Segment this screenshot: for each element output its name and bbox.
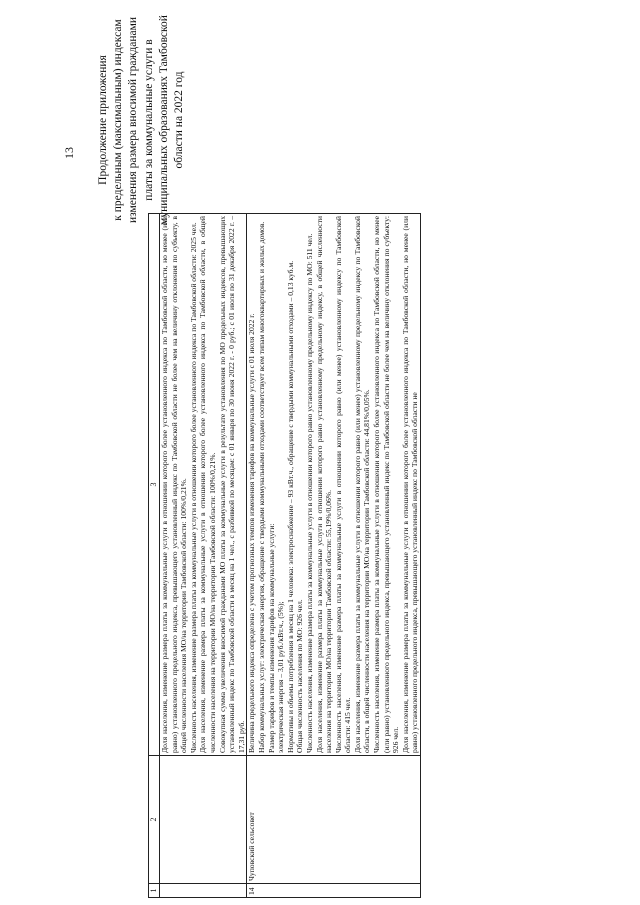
paragraph: Набор коммунальных услуг: электрическая энергия, обращение с твердыми коммунальными отходами соответствует всем типам многоквартирных и жилых домов. xyxy=(256,221,266,753)
row-number-cell: 14 xyxy=(247,884,421,898)
paragraph: Нормативы и объемы потребления в месяц на 1 человека: электроснабжение – 93 кВт.ч., обращение с твердыми коммунальными отходами – 0,13 куб.м. xyxy=(285,260,295,753)
paragraph: Размер тарифов и темпы изменения тарифов на коммунальные услуги: xyxy=(266,523,276,753)
paragraph: Доля населения, изменение размера платы за коммунальные услуги в отношении которого более установленного индекса по Тамбовской области, но менее (или равно) установленного предельного индекса, превышающего установленный индекс по Тамбовской области не xyxy=(400,216,420,753)
paragraph: Доля населения, изменение размера платы за коммунальные услуги в отношении которого более установленного индекса по Тамбовской области, в общей численности населения на территории МО/на территории Тамбовской области: 100%/0,21%. xyxy=(198,216,217,753)
paragraph: Общая численность населения по МО: 926 чел. xyxy=(295,599,305,753)
row-number-cell xyxy=(160,884,247,898)
column-header: 2 xyxy=(149,756,160,884)
municipality-cell xyxy=(160,756,247,884)
municipality-cell xyxy=(247,756,421,884)
heading-line: области на 2022 год xyxy=(172,71,185,169)
description-cell xyxy=(247,214,421,756)
indices-table xyxy=(148,213,421,898)
column-header: 3 xyxy=(149,214,160,756)
table-header-row xyxy=(149,214,160,898)
paragraph: Совокупная сумма увеличения вносимой гражданами МО платы за коммунальные услуги в результате установления по МО предельных индексов, превышающих установленный индекс по Тамбовской области в месяц на 1 чел., с разбивкой по месяцам: с 01 января по 30 июня 2022 г. - 0 руб.; с 01 июля по 31 декабря 2022 г. – 17,31 руб. xyxy=(217,216,246,753)
heading-line: к предельным (максимальным) индексам xyxy=(112,19,125,221)
column-header: 1 xyxy=(149,884,160,898)
heading-line: изменения размера вносимой гражданами xyxy=(127,16,140,224)
paragraph: Величина предельного индекса определена с учетом прогнозных темпов изменения тарифов на коммунальные услуги с 01 июля 2022 г. xyxy=(247,313,257,753)
heading-line: платы за коммунальные услуги в xyxy=(142,39,155,201)
heading-line: Продолжение приложения xyxy=(97,55,109,185)
paragraph: Численность населения, изменение размера платы за коммунальные услуги в отношении которого более установленного индекса по Тамбовской области: 2025 чел. xyxy=(188,222,198,753)
table-row xyxy=(160,214,247,898)
table-row xyxy=(247,214,421,898)
paragraph: Доля населения, изменение размера платы за коммунальные услуги в отношении которого более установленного индекса по Тамбовской области, но менее (или равно) установленного предельного индекса, превышающего установленный индекс по Тамбовской области не более чем на величину отклонения по субъекту, в общей численности населения МО/на территории Тамбовской области: 100%/0,21%. xyxy=(160,216,189,753)
paragraph: Доля населения, изменение размера платы за коммунальные услуги в отношении которого равно (или менее) установленному предельному индексу по Тамбовской области, в общей численности населения на территории МО/на территории Тамбовской области: 44,81%/0,05%. xyxy=(352,216,372,753)
paragraph: Численность населения, изменение размера платы за коммунальные услуги в отношении которого равно установленному предельному индексу по МО: 511 чел. xyxy=(304,233,314,753)
page-number: 13 xyxy=(62,147,76,159)
paragraph: Численность населения, изменение размера платы за коммунальные услуги в отношении которого более установленного индекса по Тамбовской области, но менее (или равно) установленного предельного индекса, превышающего установленный индекс по Тамбовской области не более чем на величину отклонения по субъекту: 926 чел. xyxy=(372,216,401,753)
paragraph: электрическая энергия – 3,01 руб./кВт.ч., (5%); xyxy=(276,601,286,753)
appendix-heading xyxy=(96,15,187,225)
paragraph: Численность населения, изменение размера платы за коммунальные услуги в отношении которого равно (или менее) установленному индексу по Тамбовской области: 415 чел. xyxy=(333,216,353,753)
municipality-name: Чуповский сельсовет xyxy=(247,812,257,881)
description-cell xyxy=(160,214,247,756)
heading-line: муниципальных образованиях Тамбовской xyxy=(157,15,170,225)
paragraph: Доля населения, изменение размера платы за коммунальные услуги в отношении которого равно установленному предельному индексу, в общей численности населения на территории МО/на территории Тамбовской области: 55,19%/0,06%. xyxy=(314,216,334,753)
